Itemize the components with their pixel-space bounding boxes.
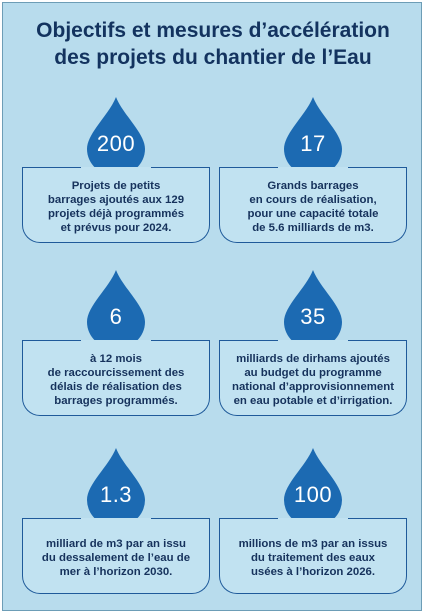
description-line: barrages programmés. — [54, 395, 178, 407]
description-line: usées à l’horizon 2026. — [250, 566, 376, 578]
stat-value: 35 — [300, 304, 326, 329]
description-line: mer à l’horizon 2030. — [59, 566, 173, 578]
stat-description-box — [219, 518, 407, 594]
description-line: délais de réalisation des — [50, 381, 182, 393]
description-line: et prévus pour 2024. — [60, 222, 172, 234]
stat-card-wastewater — [219, 446, 407, 596]
stat-value: 100 — [293, 482, 333, 507]
stat-description-box — [22, 167, 210, 243]
description-line: à 12 mois — [90, 353, 142, 365]
description-line: barrages ajoutés aux 129 — [47, 194, 185, 206]
stat-value: 1.3 — [99, 482, 133, 507]
stat-card-large-dams — [219, 95, 407, 245]
stat-value: 17 — [300, 131, 326, 156]
description-line: en eau potable et d’irrigation. — [233, 395, 393, 407]
description-line: pour une capacité totale — [247, 208, 379, 220]
stat-card-small-dams — [22, 95, 210, 245]
description-line: Projets de petits — [71, 180, 161, 192]
infographic-panel — [2, 2, 422, 611]
description-line: du traitement des eaux — [250, 552, 376, 564]
stat-value: 6 — [109, 304, 123, 329]
description-line: national d’approvisionnement — [231, 381, 395, 393]
water-drop-icon — [83, 95, 149, 177]
water-drop-icon — [280, 446, 346, 528]
title-line-2: des projets du chantier de l’Eau — [54, 46, 372, 69]
stat-description-box — [22, 340, 210, 416]
stat-description-box — [22, 518, 210, 594]
stat-card-budget — [219, 268, 407, 418]
stat-description-box — [219, 340, 407, 416]
description-line: de 5.6 milliards de m3. — [252, 222, 374, 234]
stat-card-delay-reduction — [22, 268, 210, 418]
stat-description — [27, 537, 205, 579]
page-title — [3, 17, 423, 71]
water-drop-icon — [280, 95, 346, 177]
description-line: en cours de réalisation, — [249, 194, 377, 206]
description-line: du dessalement de l’eau de — [41, 552, 191, 564]
title-line-1: Objectifs et mesures d’accélération — [36, 19, 390, 42]
stat-description-box — [219, 167, 407, 243]
description-line: milliards de dirhams ajoutés — [236, 353, 390, 365]
stat-card-desalination — [22, 446, 210, 596]
water-drop-icon — [280, 268, 346, 350]
description-line: projets déjà programmés — [47, 208, 185, 220]
stat-description — [27, 352, 205, 408]
description-line: milliard de m3 par an issu — [46, 538, 186, 550]
stat-value: 200 — [96, 131, 136, 156]
description-line: de raccourcissement des — [47, 367, 185, 379]
stat-description — [224, 352, 402, 408]
water-drop-icon — [83, 446, 149, 528]
stat-description — [27, 179, 205, 235]
water-drop-icon — [83, 268, 149, 350]
description-line: millions de m3 par an issus — [238, 538, 388, 550]
description-line: Grands barrages — [267, 180, 359, 192]
stat-description — [224, 179, 402, 235]
description-line: au budget du programme — [244, 367, 382, 379]
stat-description — [224, 537, 402, 579]
